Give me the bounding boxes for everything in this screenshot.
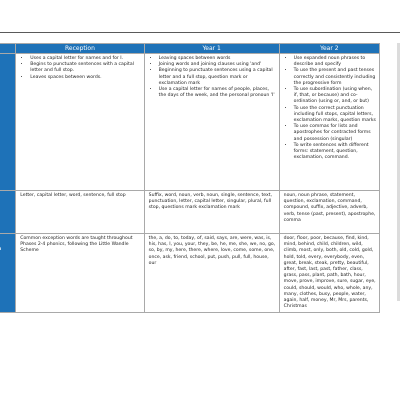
cell-reception: Letter, capital letter, word, sentence, full stop: [16, 191, 144, 234]
cell-year-1: [144, 54, 279, 191]
list-item: • Leaving spaces between words: [159, 56, 276, 62]
list-item: • Beginning to punctuate sentences using a capital letter and a full stop, question mark or exclamation mark: [159, 68, 276, 87]
corner-cell: [0, 44, 16, 54]
cell-year-2: [279, 54, 379, 191]
list-item: • To use commas for lists and apostrophes for contracted forms and possession (singular): [294, 124, 376, 143]
list-item: • Leaves spaces between words.: [30, 75, 140, 81]
cell-year-1: the, a, do, to, today, of, said, says, are, were, was, is, his, has, I, you, your, they, be, he, me, she, we, no, go, so, by, my, here, there, where, love, come, some, one, once, ask, friend, school, put, push, pull, full, house, our: [144, 234, 279, 313]
list-item: • Uses a capital letter for names and for I.: [30, 56, 140, 62]
header-year-2: Year 2: [279, 44, 379, 54]
list-item: • Begins to punctuate sentences with a capital letter and full stop.: [30, 62, 140, 74]
row-label: [0, 234, 16, 313]
cell-reception: Common exception words are taught throughout Phases 2-4 phonics, following the Little Wandle Scheme: [16, 234, 144, 313]
row-label: [0, 54, 16, 191]
cell-year-2: door, floor, poor, because, find, kind, mind, behind, child, children, wild, climb, most, only, both, old, cold, gold, hold, told, every, everybody, even, great, break, steak, pretty, beautiful, after, fast, last, past, father, class, grass, pass, plant, path, bath, hour, move, prove, improve, sure, sugar, eye, could, should, would, who, whole, any, many, clothes, busy, people, water, again, half, money, Mr, Mrs, parents, Christmas: [279, 234, 379, 313]
table-row: [0, 234, 380, 313]
header-row: [0, 44, 380, 54]
table-row: [0, 54, 380, 191]
row-label: [0, 191, 16, 234]
top-divider: [0, 32, 400, 33]
list-item: • Use expanded noun phrases to describe and specify: [294, 56, 376, 68]
cell-year-1: Suffix, word, noun, verb, noun, single, sentence, text, punctuation, letter, capital letter, singular, plural, full stop, questions mark exclamation mark: [144, 191, 279, 234]
header-reception: Reception: [16, 44, 144, 54]
list-item: • Joining words and joining clauses using 'and': [159, 62, 276, 68]
curriculum-table: [0, 43, 380, 313]
header-year-1: Year 1: [144, 44, 279, 54]
list-item: • To use subordination (using when, if, that, or because) and co-ordination (using or, and, or but): [294, 87, 376, 106]
table-row: [0, 191, 380, 234]
cell-reception: [16, 54, 144, 191]
list-item: • To use the present and past tenses correctly and consistently including the progressive form: [294, 68, 376, 87]
list-item: • To use the correct punctuation including full stops, capital letters, exclamation marks, question marks: [294, 106, 376, 125]
list-item: • To write sentences with different forms: statement, question, exclamation, command.: [294, 143, 376, 162]
cell-year-2: noun, noun phrase, statement, question, exclamation, command, compound, suffix, adjective, adverb, verb, tense (past, present), apostrophe, comma: [279, 191, 379, 234]
list-item: • Use a capital letter for names of people, places, the days of the week, and the personal pronoun 'I': [159, 87, 276, 99]
